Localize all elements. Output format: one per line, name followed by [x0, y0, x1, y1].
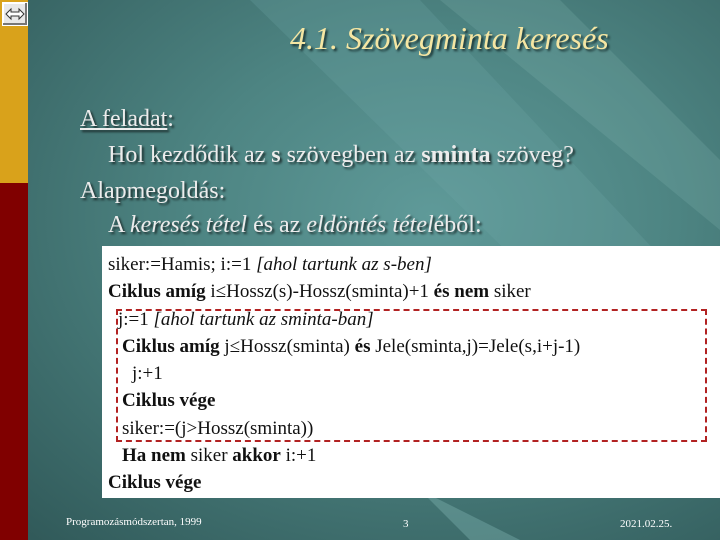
left-right-arrow-icon [5, 7, 25, 21]
footer-date: 2021.02.25. [620, 518, 673, 530]
code-line-2: Ciklus amíg i≤Hossz(s)-Hossz(sminta)+1 és nem siker [108, 281, 531, 302]
code-line-6: Ciklus vége [122, 390, 216, 411]
task-question: Hol kezdődik az s szövegben az sminta szöveg? [108, 142, 574, 168]
base-solution-label: Alapmegoldás: [80, 178, 226, 204]
task-label: A feladat [80, 106, 168, 132]
side-bar-gold [0, 0, 28, 183]
code-line-7: siker:=(j>Hossz(sminta)) [122, 418, 314, 439]
code-line-9: Ciklus vége [108, 472, 202, 493]
code-line-1: siker:=Hamis; i:=1 [ahol tartunk az s-ben] [108, 254, 432, 275]
code-line-5: j:+1 [132, 363, 163, 384]
side-bar-red [0, 183, 28, 540]
navigation-button[interactable] [2, 2, 28, 26]
code-line-8: Ha nem siker akkor i:+1 [122, 445, 317, 466]
eldontes-tetel-term: eldöntés tétel [306, 212, 434, 238]
code-line-4: Ciklus amíg j≤Hossz(sminta) és Jele(sminta,j)=Jele(s,i+j-1) [122, 336, 581, 357]
kereses-tetel-term: keresés tétel [130, 212, 248, 238]
footer-course: Programozásmódszertan, 1999 [66, 516, 202, 528]
footer-page-number: 3 [403, 518, 409, 530]
base-solution-line: A keresés tétel és az eldöntés tételéből: [108, 212, 482, 238]
code-line-3: j:=1 [ahol tartunk az sminta-ban] [118, 309, 374, 330]
task-line: A feladat: [80, 106, 174, 132]
slide-title: 4.1. Szövegminta keresés [290, 20, 609, 56]
